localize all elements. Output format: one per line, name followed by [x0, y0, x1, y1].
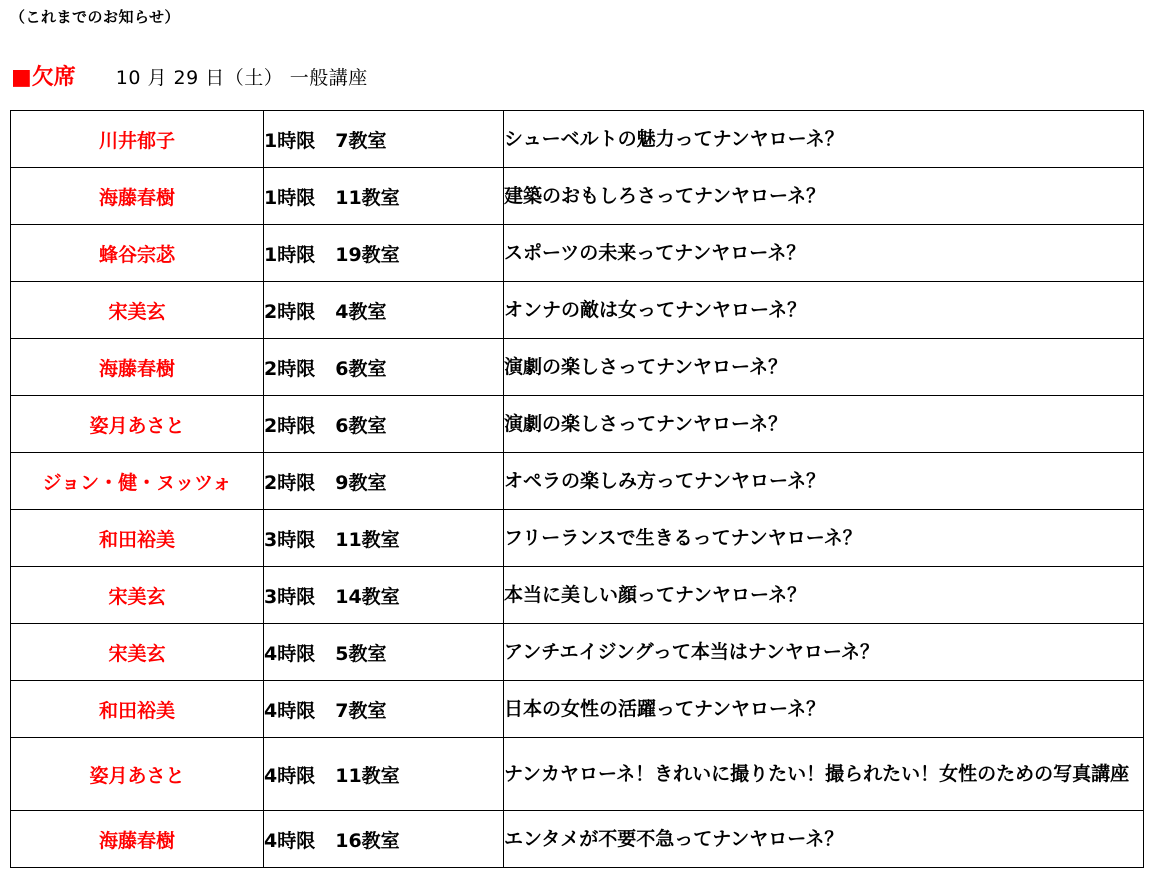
room-label: 11教室 [335, 528, 400, 551]
table-row [11, 624, 1144, 681]
table-row [11, 811, 1144, 868]
instructor-name: ジョン・健・ヌッツォ [11, 453, 264, 510]
room-label: 7教室 [335, 699, 387, 722]
room-label: 11教室 [335, 186, 400, 209]
instructor-name: 和田裕美 [11, 510, 264, 567]
lecture-title: 日本の女性の活躍ってナンヤローネ？ [504, 681, 1144, 738]
instructor-name: 蜂谷宗苾 [11, 225, 264, 282]
table-row [11, 168, 1144, 225]
lecture-title: スポーツの未来ってナンヤローネ？ [504, 225, 1144, 282]
table-row [11, 396, 1144, 453]
room-label: 4教室 [335, 300, 387, 323]
lecture-title: 建築のおもしろさってナンヤローネ？ [504, 168, 1144, 225]
table-row [11, 453, 1144, 510]
room-label: 19教室 [335, 243, 400, 266]
table-row [11, 339, 1144, 396]
lecture-title: 本当に美しい顔ってナンヤローネ？ [504, 567, 1144, 624]
section-note: （これまでのお知らせ） [10, 8, 181, 26]
period-label: 4時限 [264, 642, 316, 665]
instructor-name: 姿月あさと [11, 396, 264, 453]
room-label: 9教室 [335, 471, 387, 494]
lecture-title: ナンカヤローネ！きれいに撮りたい！撮られたい！女性のための写真講座 [504, 738, 1144, 811]
room-label: 6教室 [335, 414, 387, 437]
period-label: 2時限 [264, 414, 316, 437]
heading-label: ■欠席 [11, 65, 76, 90]
period-label: 3時限 [264, 585, 316, 608]
period-room-cell [264, 396, 504, 453]
room-label: 11教室 [335, 764, 400, 787]
room-label: 16教室 [335, 829, 400, 852]
instructor-name: 姿月あさと [11, 738, 264, 811]
period-room-cell [264, 811, 504, 868]
instructor-name: 海藤春樹 [11, 168, 264, 225]
lecture-title: 演劇の楽しさってナンヤローネ？ [504, 396, 1144, 453]
heading-date: 10 月 29 日（土） 一般講座 [115, 67, 368, 89]
table-row [11, 681, 1144, 738]
lecture-title: フリーランスで生きるってナンヤローネ？ [504, 510, 1144, 567]
period-label: 4時限 [264, 829, 316, 852]
period-room-cell [264, 567, 504, 624]
instructor-name: 川井郁子 [11, 111, 264, 168]
period-label: 2時限 [264, 357, 316, 380]
instructor-name: 和田裕美 [11, 681, 264, 738]
lecture-title: シューベルトの魅力ってナンヤローネ？ [504, 111, 1144, 168]
period-room-cell [264, 111, 504, 168]
instructor-name: 海藤春樹 [11, 339, 264, 396]
table-row [11, 510, 1144, 567]
period-label: 4時限 [264, 699, 316, 722]
instructor-name: 海藤春樹 [11, 811, 264, 868]
instructor-name: 宋美玄 [11, 567, 264, 624]
table-row [11, 738, 1144, 811]
period-label: 1時限 [264, 243, 316, 266]
table-row [11, 567, 1144, 624]
absence-heading [11, 60, 368, 91]
instructor-name: 宋美玄 [11, 624, 264, 681]
period-room-cell [264, 225, 504, 282]
absence-table [10, 110, 1144, 868]
room-label: 6教室 [335, 357, 387, 380]
period-label: 2時限 [264, 300, 316, 323]
period-room-cell [264, 453, 504, 510]
lecture-title: 演劇の楽しさってナンヤローネ？ [504, 339, 1144, 396]
period-room-cell [264, 738, 504, 811]
table-row [11, 225, 1144, 282]
period-label: 1時限 [264, 186, 316, 209]
room-label: 5教室 [335, 642, 387, 665]
period-room-cell [264, 510, 504, 567]
lecture-title: アンチエイジングって本当はナンヤローネ？ [504, 624, 1144, 681]
period-label: 4時限 [264, 764, 316, 787]
instructor-name: 宋美玄 [11, 282, 264, 339]
room-label: 7教室 [335, 129, 387, 152]
period-label: 3時限 [264, 528, 316, 551]
table-row [11, 111, 1144, 168]
table-row [11, 282, 1144, 339]
lecture-title: オンナの敵は女ってナンヤローネ？ [504, 282, 1144, 339]
period-room-cell [264, 282, 504, 339]
period-room-cell [264, 339, 504, 396]
room-label: 14教室 [335, 585, 400, 608]
period-room-cell [264, 624, 504, 681]
period-room-cell [264, 168, 504, 225]
period-label: 1時限 [264, 129, 316, 152]
period-room-cell [264, 681, 504, 738]
lecture-title: エンタメが不要不急ってナンヤローネ？ [504, 811, 1144, 868]
lecture-title: オペラの楽しみ方ってナンヤローネ？ [504, 453, 1144, 510]
period-label: 2時限 [264, 471, 316, 494]
